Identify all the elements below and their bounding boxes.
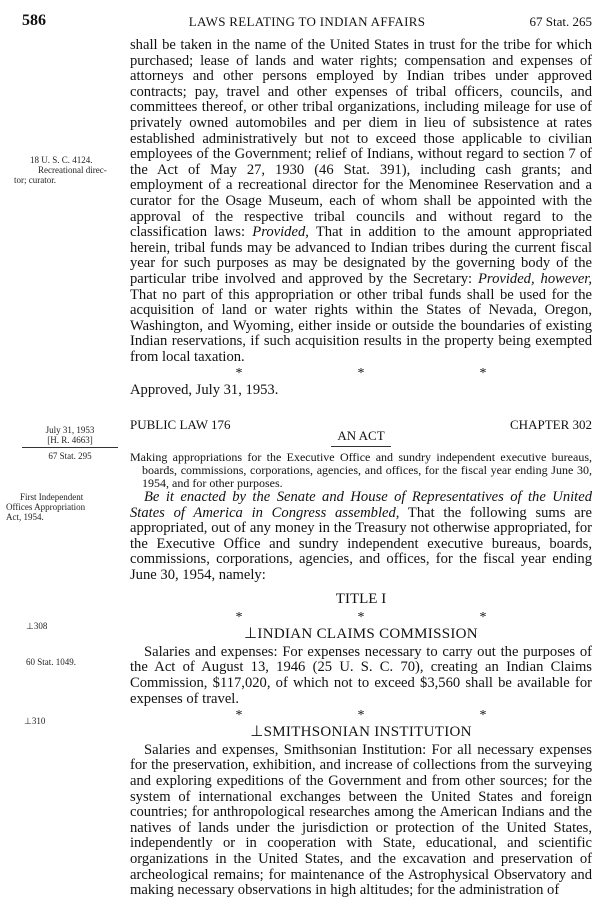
star: * xyxy=(235,708,243,724)
heading-indian-claims: ⊥INDIAN CLAIMS COMMISSION xyxy=(244,626,478,643)
enacting-text: That the following sums are appropriated, out of any money in the Treasury not otherwise appropriated, for the Executive Office and sundry independent executive bureaus, boards, commissions, corporations, agencies, and offices, for the fiscal year ending June 30, 1954, namely: xyxy=(130,504,592,584)
paragraph-text-1b: That in addition to the amount appropriated herein, tribal funds may be advanced to Indian tribes during the current fiscal year for such purposes as may be designated by the governing body of the particular tribe involved and approved by the Secretary: xyxy=(130,224,592,287)
act-purpose: Making appropriations for the Executive Office and sundry independent executive bureaus, boards, commissions, corporations, agencies, and offices, for the fiscal year ending June 30, 1954, and for other purposes. xyxy=(130,450,592,491)
margin-rule xyxy=(22,447,118,448)
approved-date: Approved, July 31, 1953. xyxy=(130,382,279,399)
margin-bill: [H. R. 4663] xyxy=(47,435,93,445)
main-text xyxy=(130,38,592,899)
margin-note-recreational xyxy=(14,155,124,185)
running-header xyxy=(22,12,592,32)
paragraph-text-1: shall be taken in the name of the United States in trust for the tribe for which purchased; lease of lands and water rights; compensation and expenses of attorneys and other persons employed by Indian tribes under approved contracts; pay, travel and other expenses of tribal officers, councils, and committees thereof, or other tribal organizations, including mileage for use of privately owned automobiles and per diem in lieu of subsistence at rates established administratively but not to exceed those applicable to civilian employees of the Government; relief of Indians, without regard to section 7 of the Act of May 27, 1930 (46 Stat. 391), including cash grants; and employment of a recreational director for the Menominee Reservation and a curator for the Osage Museum, each of whom shall be appointed with the approval of the respective tribal councils and without regard to the classification laws: xyxy=(130,37,592,241)
section-stars-1 xyxy=(130,367,592,381)
margin-ref-60-stat: 60 Stat. 1049. xyxy=(26,657,77,667)
paragraph-indian-claims: Salaries and expenses: For expenses necessary to carry out the purposes of the Act of August 13, 1946 (25 U. S. C. 70), creating an Indian Claims Commission, $117,020, of which not to exceed $3,560 shall be available for expenses of travel. xyxy=(130,643,592,707)
paragraph-smithsonian: Salaries and expenses, Smithsonian Institution: For all necessary expenses for the preservation, exhibition, and increase of collections from the surveying and exploring expeditions of the Government and from other sources; for the system of international exchanges between the United States and foreign countries; for anthropological researches among the American Indians and the natives of lands under the jurisdiction or protection of the United States, independently or in cooperation with State, educational, and scientific organizations in the United States, and the excavation and preservation of archeological remains; for maintenance of the Astrophysical Observatory and making necessary observations in high altitudes; for the administration of xyxy=(130,741,592,899)
section-stars-2 xyxy=(130,611,592,625)
margin-recreational-line1: Recreational direc- xyxy=(38,165,107,175)
star: * xyxy=(357,708,365,724)
margin-stat: 67 Stat. 295 xyxy=(48,451,92,461)
an-act-heading: AN ACT xyxy=(337,428,385,444)
provided-italic-1: Provided, xyxy=(252,224,309,241)
public-law-row xyxy=(130,417,592,433)
margin-ref-310: ⊥310 xyxy=(24,716,46,726)
statute-reference: 67 Stat. 265 xyxy=(529,14,592,29)
section-stars-3 xyxy=(130,709,592,723)
enacting-clause xyxy=(130,490,592,584)
heading-smithsonian: ⊥SMITHSONIAN INSTITUTION xyxy=(250,724,472,741)
margin-note-date xyxy=(22,425,118,461)
page-number: 586 xyxy=(22,12,46,29)
star: * xyxy=(479,366,487,382)
title-heading: TITLE I xyxy=(335,590,387,607)
running-title: LAWS RELATING TO INDIAN AFFAIRS xyxy=(188,14,426,29)
margin-note-first-independent xyxy=(6,492,122,522)
margin-usc-ref: 18 U. S. C. 4124. xyxy=(30,155,93,165)
margin-first-line3: Act, 1954. xyxy=(6,512,44,522)
margin-date: July 31, 1953 xyxy=(45,425,95,435)
enacting-italic: Be it enacted by the Senate and House of Representatives of the United States of America in Congress assembled, xyxy=(130,489,592,521)
star: * xyxy=(479,708,487,724)
chapter-number: CHAPTER 302 xyxy=(510,417,592,433)
paragraph-tribal-funds xyxy=(130,38,592,365)
margin-ref-308: ⊥308 xyxy=(26,621,48,631)
star: * xyxy=(357,366,365,382)
star: * xyxy=(235,366,243,382)
star: * xyxy=(479,610,487,626)
margin-first-line1: First Independent xyxy=(20,492,84,502)
provided-italic-2: Provided, however, xyxy=(478,270,593,287)
paragraph-text-1c: That no part of this appropriation or other tribal funds shall be used for the acquisition of land or water rights within the States of Nevada, Oregon, Washington, and Wyoming, either inside or outside the boundaries of existing Indian reservations, if such acquisition results in the property being exempted from local taxation. xyxy=(130,286,592,365)
public-law-number: PUBLIC LAW 176 xyxy=(130,417,231,433)
star: * xyxy=(235,610,243,626)
margin-first-line2: Offices Appropriation xyxy=(6,502,86,512)
an-act-rule xyxy=(331,446,391,447)
star: * xyxy=(357,610,365,626)
margin-recreational-line2: tor; curator. xyxy=(14,175,56,185)
